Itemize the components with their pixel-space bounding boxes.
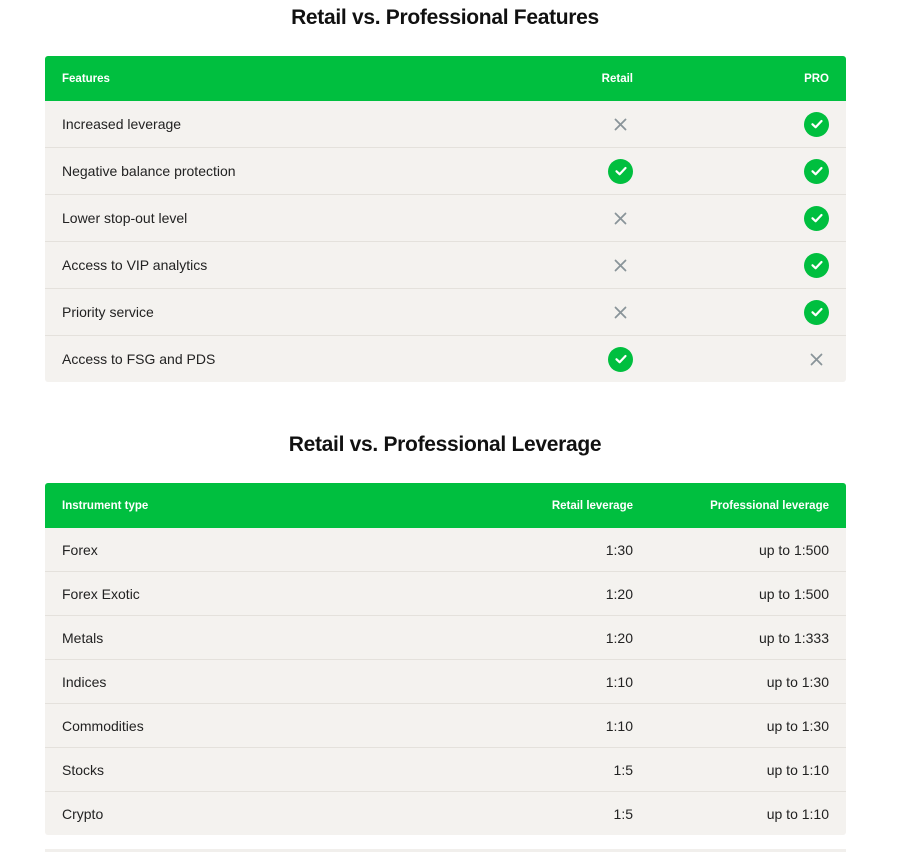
retail-leverage-value: 1:30 — [605, 541, 633, 558]
leverage-row — [45, 528, 846, 572]
retail-leverage-value: 1:5 — [613, 805, 633, 822]
retail-cell — [448, 112, 648, 137]
feature-label: Access to FSG and PDS — [62, 351, 216, 367]
pro-cell — [648, 253, 846, 278]
retail-cell — [448, 206, 648, 231]
pro-leverage-value: up to 1:500 — [758, 585, 829, 602]
retail-cell — [448, 159, 648, 184]
retail-leverage-value: 1:10 — [605, 673, 633, 690]
retail-cell — [448, 347, 648, 372]
instrument-label: Commodities — [62, 717, 144, 734]
pro-leverage-value: up to 1:10 — [766, 805, 829, 822]
retail-leverage-value: 1:5 — [613, 761, 633, 778]
header-retail-leverage: Retail leverage — [551, 499, 633, 512]
feature-label: Lower stop-out level — [62, 210, 188, 226]
feature-label: Negative balance protection — [62, 163, 236, 179]
features-rows — [45, 101, 846, 382]
instrument-label: Crypto — [62, 805, 104, 822]
feature-label: Increased leverage — [62, 116, 182, 132]
instrument-label: Stocks — [62, 761, 105, 778]
check-circle-icon — [608, 159, 633, 184]
pro-cell — [648, 347, 846, 372]
leverage-title: Retail vs. Professional Leverage — [288, 433, 602, 456]
feature-row — [45, 336, 846, 382]
pro-cell — [648, 159, 846, 184]
leverage-row — [45, 792, 846, 835]
feature-label: Priority service — [62, 304, 154, 320]
pro-cell — [648, 112, 846, 137]
pro-cell — [648, 206, 846, 231]
cross-icon — [608, 253, 633, 278]
features-title: Retail vs. Professional Features — [291, 6, 599, 29]
check-circle-icon — [804, 253, 829, 278]
pro-leverage-value: up to 1:30 — [766, 673, 829, 690]
cross-icon — [804, 347, 829, 372]
feature-row — [45, 242, 846, 289]
leverage-table-header — [45, 483, 846, 528]
cross-icon — [608, 112, 633, 137]
leverage-row — [45, 660, 846, 704]
leverage-row — [45, 748, 846, 792]
leverage-table — [45, 483, 846, 835]
retail-cell — [448, 253, 648, 278]
pro-leverage-value: up to 1:500 — [758, 541, 829, 558]
features-table-header — [45, 56, 846, 101]
features-table — [45, 56, 846, 382]
header-features: Features — [62, 72, 110, 85]
feature-row — [45, 195, 846, 242]
check-circle-icon — [804, 300, 829, 325]
retail-leverage-value: 1:20 — [605, 629, 633, 646]
leverage-row — [45, 704, 846, 748]
pro-leverage-value: up to 1:10 — [766, 761, 829, 778]
instrument-label: Metals — [62, 629, 104, 646]
cross-icon — [608, 300, 633, 325]
pro-cell — [648, 300, 846, 325]
header-instrument: Instrument type — [62, 499, 149, 512]
check-circle-icon — [804, 112, 829, 137]
check-circle-icon — [804, 159, 829, 184]
header-pro: PRO — [804, 72, 829, 85]
retail-leverage-value: 1:20 — [605, 585, 633, 602]
leverage-rows — [45, 528, 846, 835]
pro-leverage-value: up to 1:333 — [758, 629, 829, 646]
header-pro-leverage: Professional leverage — [710, 499, 829, 512]
instrument-label: Indices — [62, 673, 107, 690]
check-circle-icon — [608, 347, 633, 372]
instrument-label: Forex Exotic — [62, 585, 140, 602]
retail-cell — [448, 300, 648, 325]
retail-leverage-value: 1:10 — [605, 717, 633, 734]
feature-row — [45, 101, 846, 148]
pro-leverage-value: up to 1:30 — [766, 717, 829, 734]
feature-label: Access to VIP analytics — [62, 257, 208, 273]
leverage-row — [45, 616, 846, 660]
header-retail: Retail — [601, 72, 633, 85]
leverage-row — [45, 572, 846, 616]
instrument-label: Forex — [62, 541, 98, 558]
cross-icon — [608, 206, 633, 231]
check-circle-icon — [804, 206, 829, 231]
feature-row — [45, 289, 846, 336]
feature-row — [45, 148, 846, 195]
